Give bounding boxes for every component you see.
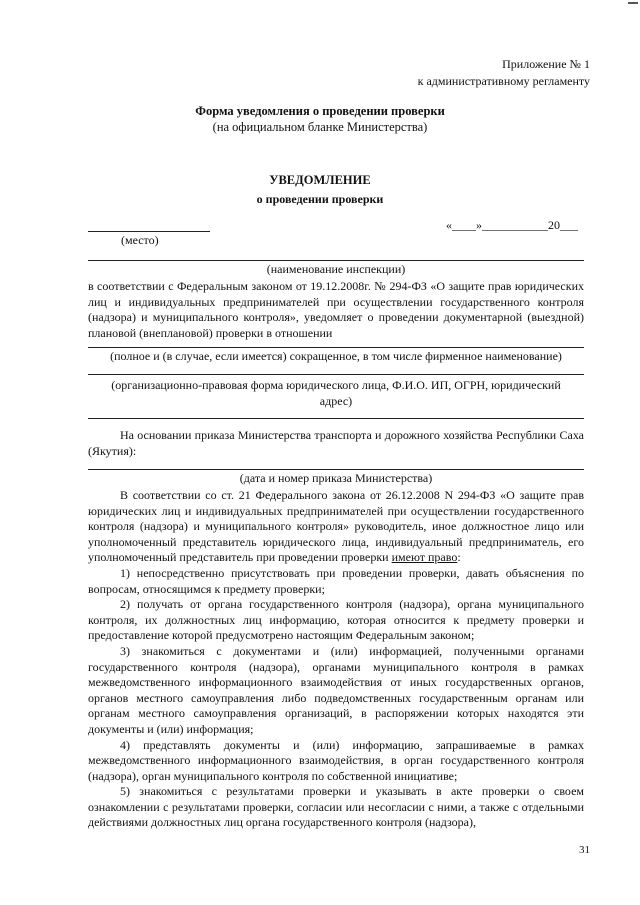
scan-corner-mark <box>628 2 638 4</box>
place-blank-line <box>88 231 210 232</box>
name-blank-line <box>88 347 584 348</box>
paragraph-rights-intro <box>88 488 584 566</box>
form-title-main: Форма уведомления о проведении проверки <box>195 104 445 118</box>
caption-inspection: (наименование инспекции) <box>266 262 406 276</box>
rights-section <box>88 488 584 831</box>
inspection-blank-line <box>88 260 584 261</box>
legal-form-extra-line <box>88 418 584 419</box>
form-title-note: (на официальном бланке Министерства) <box>212 120 428 134</box>
caption-name: (полное и (в случае, если имеется) сокращенное, в том числе фирменное наименование) <box>110 349 562 363</box>
page-number: 31 <box>579 844 590 856</box>
rights-emphasis: имеют право <box>391 550 458 565</box>
paragraph-law-reference: в соответствии с Федеральным законом от 19.12.2008г. № 294-ФЗ «О защите прав юридических лиц и индивидуальных предпринимателей при осуществлении государственного контроля (надзора) и муниципального контроля», уведомляет о проведении документарной (выездной) плановой (внеплановой) проверки в отношении <box>88 279 584 340</box>
appendix-line-1: Приложение № 1 <box>502 57 590 71</box>
rights-item: 5) знакомиться с результатами проверки и указывать в акте проверки о своем ознакомлении с результатами проверки, согласии или несогласии с ними, а также с отдельными действиями должностных лиц органа государственного контроля (надзора), <box>88 784 584 830</box>
form-title <box>0 103 640 135</box>
notice-heading <box>0 170 640 208</box>
caption-legal-form: (организационно-правовая форма юридического лица, Ф.И.О. ИП, ОГРН, юридический адрес) <box>111 378 561 408</box>
caption-order: (дата и номер приказа Министерства) <box>239 471 433 485</box>
appendix-line-2: к административному регламенту <box>417 74 590 88</box>
rights-item: 3) знакомиться с документами и (или) информацией, полученными органами государственного контроля (надзора), органами муниципального контроля в рамках межведомственного информационного взаимодействия от иных государственных органов, органов местного самоуправления либо подведомственных государственным органам или органам местного самоуправления организаций, в распоряжении которых находятся эти документы и (или) информация; <box>88 643 584 736</box>
legal-form-blank-line <box>88 374 584 375</box>
appendix-reference <box>418 56 590 90</box>
date-template: «____»___________20___ <box>446 218 578 232</box>
order-blank-line <box>88 469 584 470</box>
rights-item: 4) представлять документы и (или) информацию, запрашиваемые в рамках межведомственного информационного взаимодействия, в орган государственного контроля (надзора), орган муниципального контроля по собственной инициативе; <box>88 737 584 783</box>
rights-intro-text: В соответствии со ст. 21 Федерального закона от 26.12.2008 N 294-ФЗ «О защите прав юридических лиц и индивидуальных предпринимателей при осуществлении государственного контроля (надзора) и муниципального контроля» руководитель, иное должностное лицо или уполномоченный представитель юридического лица, индивидуальный предприниматель, его уполномоченный представитель при проведении проверки <box>88 488 584 565</box>
rights-colon: : <box>457 550 461 565</box>
rights-item: 1) непосредственно присутствовать при проведении проверки, давать объяснения по вопросам, относящимся к предмету проверки; <box>88 565 584 596</box>
place-label: (место) <box>121 233 159 247</box>
notice-subtitle: о проведении проверки <box>256 192 384 206</box>
rights-item: 2) получать от органа государственного контроля (надзора), органа муниципального контроля, их должностных лиц информацию, которая относится к предмету проверки и предоставление которой предусмотрено настоящим Федеральным законом; <box>88 597 584 643</box>
notice-title: УВЕДОМЛЕНИЕ <box>269 173 371 187</box>
paragraph-basis: На основании приказа Министерства транспорта и дорожного хозяйства Республики Саха (Якутия): <box>88 428 584 458</box>
